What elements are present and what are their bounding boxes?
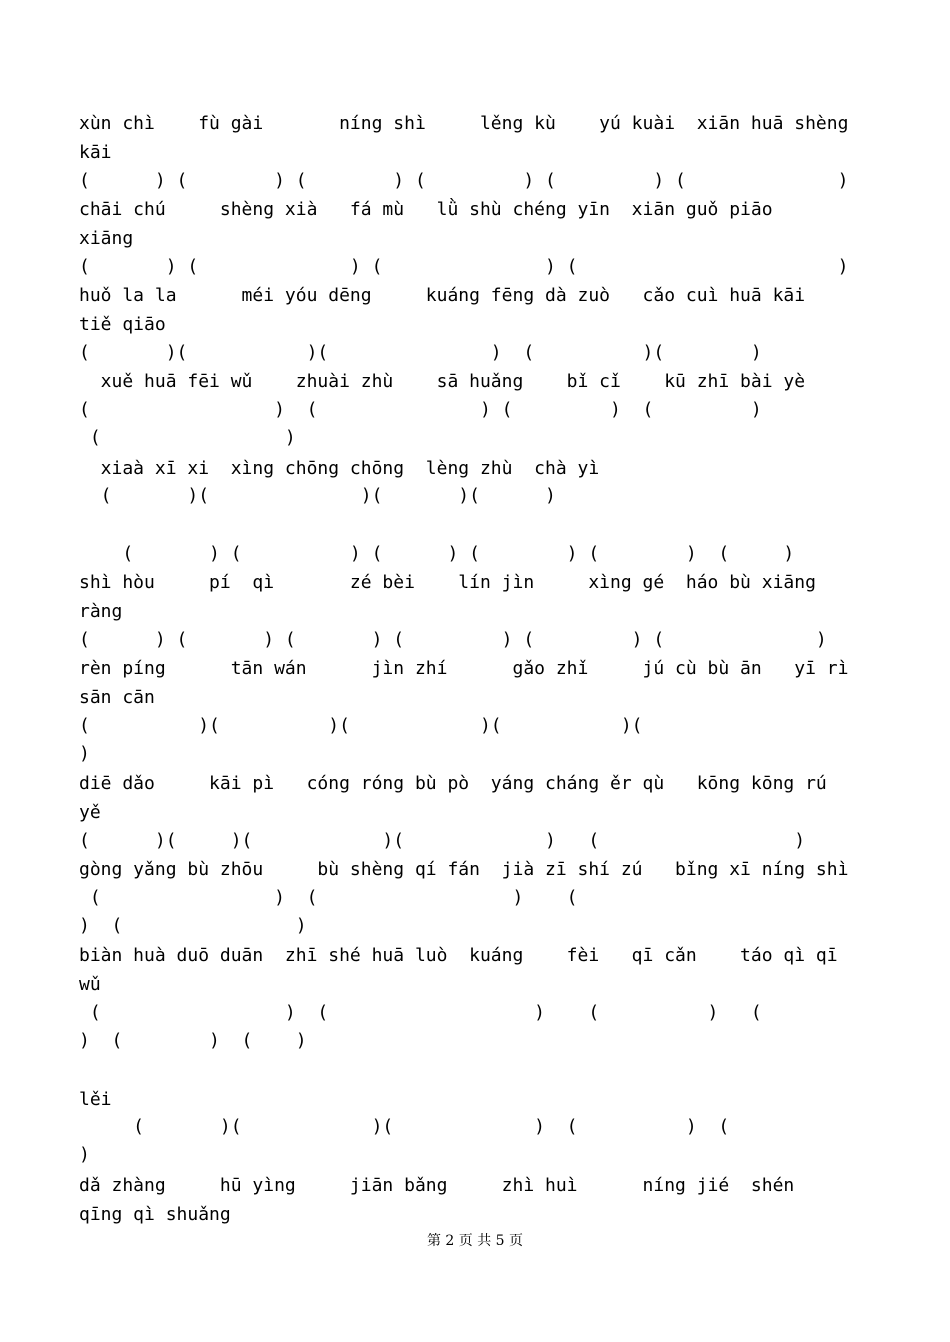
answer-brackets-line: ( )( )( ) ( )( ) [79,342,762,363]
pinyin-line: shì hòu pí qì zé bèi lín jìn xìng gé háo bù xiāng [79,572,816,593]
answer-brackets-line: ( ) ( ) ( ) ( ) ( ) ( ) [79,170,849,191]
pinyin-line: ràng [79,601,123,622]
answer-brackets-line: ( ) ( ) ( [79,887,578,908]
answer-brackets-line: ( ) ( ) ( ) ( ) [79,399,762,420]
answer-brackets-line: ( )( )( ) ( ) ( [79,1116,730,1137]
pinyin-line: xiaà xī xi xìng chōng chōng lèng zhù chà yì [79,458,600,479]
answer-brackets-line: ) [79,743,90,764]
pinyin-line: diē dǎo kāi pì cóng róng bù pò yáng cháng ěr qù kōng kōng rú [79,773,827,794]
pinyin-line: chāi chú shèng xià fá mù lǜ shù chéng yīn xiān guǒ piāo [79,199,773,220]
answer-brackets-line: ) ( ) [79,915,307,936]
pinyin-line: xuě huā fēi wǔ zhuài zhù sā huǎng bǐ cǐ kū zhī bài yè [79,371,806,392]
pinyin-line: huǒ la la méi yóu dēng kuáng fēng dà zuò cǎo cuì huā kāi [79,285,806,306]
group4-heading-line [79,512,879,540]
pinyin-line: biàn huà duō duān zhī shé huā luò kuáng fèi qī cǎn táo qì qī [79,945,838,966]
answer-brackets-line: ( )( )( )( ) ( ) [79,830,806,851]
answer-brackets-line: ) [79,1144,90,1165]
answer-brackets-line: ( ) ( ) ( ) ( ) [79,256,849,277]
answer-brackets-line: ( )( )( )( ) [79,485,556,506]
pinyin-line: wǔ [79,974,101,995]
pinyin-line: xiāng [79,228,134,249]
pinyin-line: tiě qiāo [79,314,166,335]
pinyin-line: xùn chì fù gài níng shì lěng kù yú kuài xiān huā shèng [79,113,849,134]
pinyin-line: qīng qì shuǎng [79,1204,231,1225]
page-footer: 第 2 页 共 5 页 [426,1233,524,1249]
answer-brackets-line: ) ( ) ( ) [79,1030,307,1051]
pinyin-line: kāi [79,142,112,163]
pinyin-line: sān cān [79,687,155,708]
pinyin-line: gòng yǎng bù zhōu bù shèng qí fán jià zī shí zú bǐng xī níng shì [79,859,849,880]
pinyin-line: dǎ zhàng hū yìng jiān bǎng zhì huì níng jié shén [79,1175,795,1196]
answer-brackets-line: ( ) [79,427,296,448]
answer-brackets-line: ( ) ( ) ( ) ( ) ( ) ( ) [79,543,795,564]
answer-brackets-line: ( ) ( ) ( ) ( ) ( ) ( ) [79,629,827,650]
answer-brackets-line: ( ) ( ) ( ) ( [79,1002,762,1023]
pinyin-line: lěi [79,1089,112,1110]
pinyin-line: rèn píng tān wán jìn zhí gǎo zhǐ jú cù bù ān yī rì [79,658,849,679]
group5-heading-line [79,1057,879,1085]
answer-brackets-line: ( )( )( )( )( [79,715,643,736]
pinyin-line: yě [79,802,101,823]
